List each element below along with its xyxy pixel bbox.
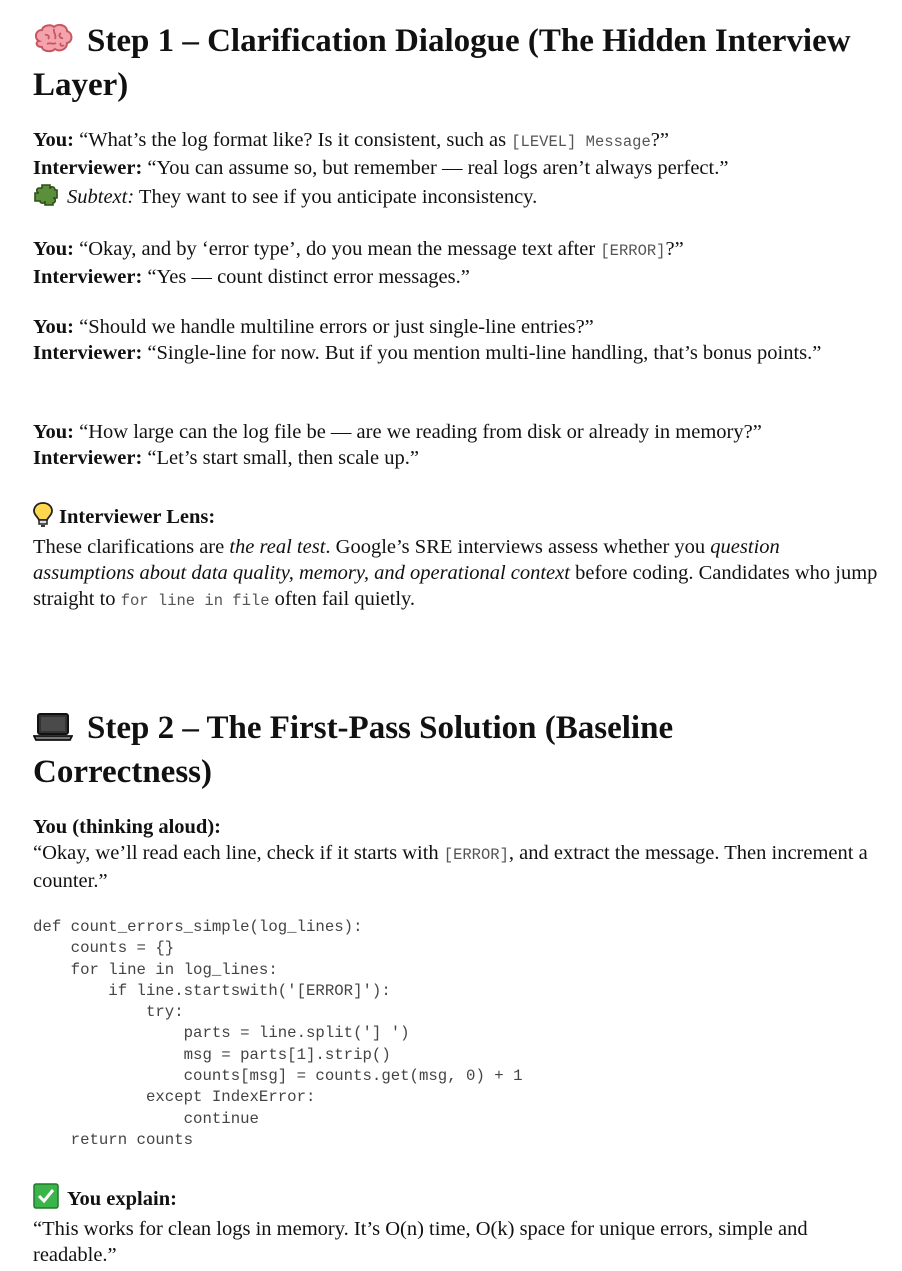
interviewer-line: Interviewer: “Single-line for now. But if you mention multi-line handling, that’s bonus points.” (33, 342, 822, 364)
interviewer-line: Interviewer: “Let’s start small, then scale up.” (33, 447, 419, 469)
lightbulb-icon (33, 501, 53, 534)
dialogue-block-3 (33, 314, 843, 366)
thinking-label: You (thinking aloud): (33, 816, 221, 838)
check-mark-icon (33, 1183, 59, 1216)
explain-block (33, 1183, 868, 1268)
you-line: You: “How large can the log file be — are we reading from disk or already in memory?” (33, 421, 762, 443)
puzzle-icon (33, 183, 59, 214)
dialogue-block-4 (33, 419, 878, 471)
code-block: def count_errors_simple(log_lines): counts = {} for line in log_lines: if line.startswith('[ERROR]'): try: parts = line.split('] ') msg = parts[1].strip() counts[msg] = counts.get(msg, 0) + 1 except IndexError: continue return counts (33, 918, 523, 1149)
you-line: You: “What’s the log format like? Is it consistent, such as [LEVEL] Message?” (33, 129, 669, 151)
thinking-text: “Okay, we’ll read each line, check if it starts with [ERROR], and extract the message. Then increment a counter.” (33, 842, 868, 892)
you-line: You: “Okay, and by ‘error type’, do you mean the message text after [ERROR]?” (33, 238, 684, 260)
explain-title: You explain: (33, 1183, 868, 1216)
dialogue-block-2 (33, 236, 878, 290)
explain-text: “This works for clean logs in memory. It’s O(n) time, O(k) space for unique errors, simple and readable.” (33, 1218, 808, 1266)
subtext-line: Subtext: They want to see if you anticipate inconsistency. (33, 183, 878, 214)
interviewer-line: Interviewer: “Yes — count distinct error messages.” (33, 266, 470, 288)
lens-body: These clarifications are the real test. Google’s SRE interviews assess whether you question assumptions about data quality, memory, and operational context before coding. Candidates who jump straight to for line in file often fail quietly. (33, 536, 878, 610)
interviewer-line: Interviewer: “You can assume so, but remember — real logs aren’t always perfect.” (33, 157, 729, 179)
you-line: You: “Should we handle multiline errors or just single-line entries?” (33, 316, 594, 338)
thinking-aloud-block (33, 814, 868, 894)
interviewer-lens-block (33, 501, 878, 614)
lens-title: Interviewer Lens: (33, 501, 878, 534)
step1-heading: Step 1 – Clarification Dialogue (The Hidden Interview Layer) (33, 23, 851, 103)
step2-heading: Step 2 – The First-Pass Solution (Baseline Correctness) (33, 710, 674, 790)
dialogue-block-1 (33, 127, 878, 214)
laptop-icon (33, 712, 73, 752)
brain-icon (33, 23, 73, 65)
